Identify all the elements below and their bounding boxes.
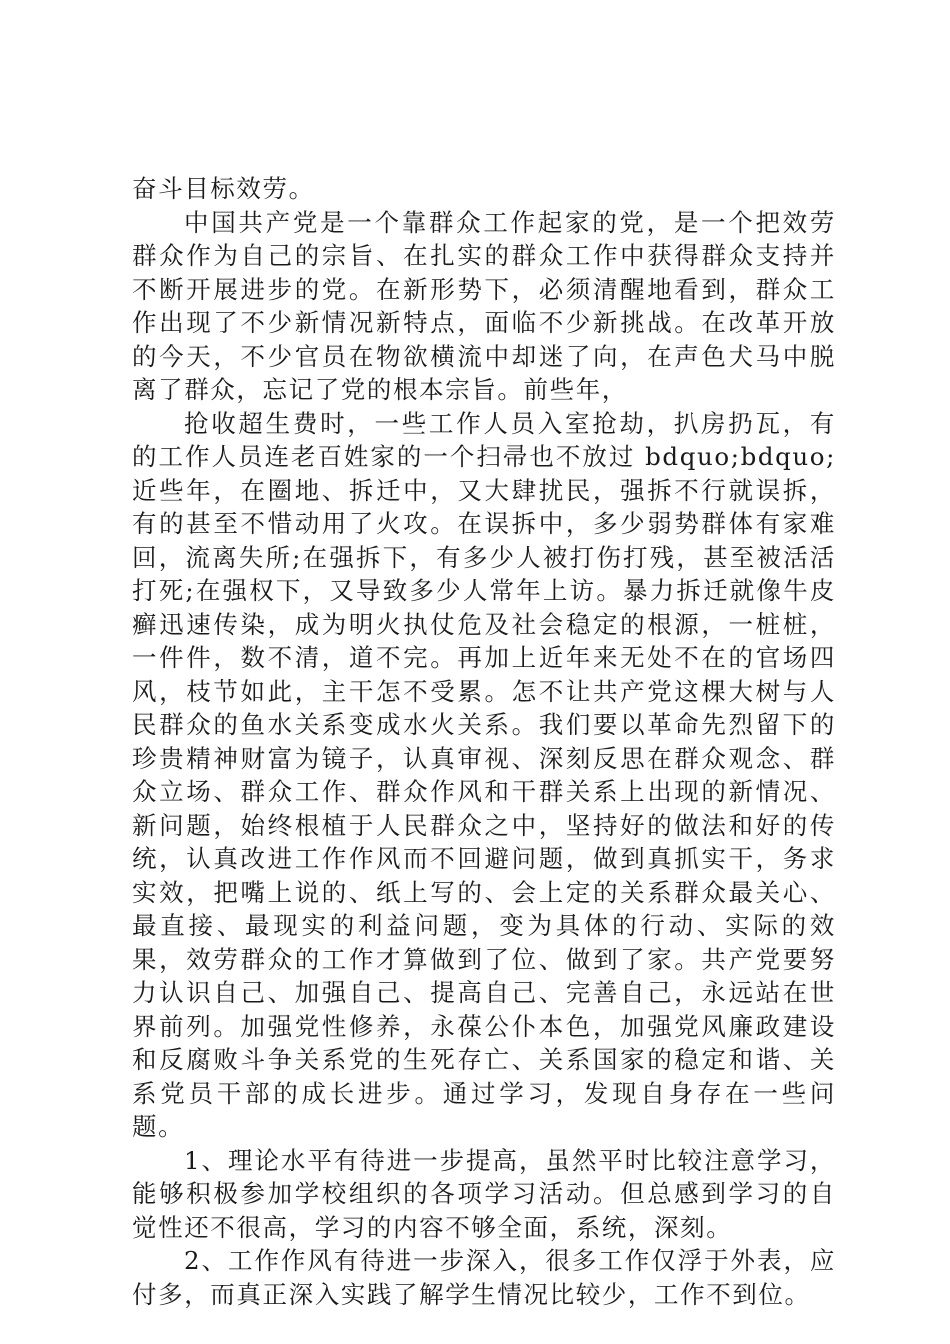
paragraph-4: 1、理论水平有待进一步提高，虽然平时比较注意学习，能够积极参加学校组织的各项学习活动。但总感到学习的自觉性还不很高，学习的内容不够全面，系统，深刻。 (132, 1145, 836, 1242)
paragraph-5: 2、工作作风有待进一步深入，很多工作仅浮于外表，应付多，而真正深入实践了解学生情况比较少，工作不到位。 (132, 1246, 836, 1309)
document-body (132, 172, 836, 1311)
paragraph-1: 奋斗目标效劳。 (132, 174, 315, 203)
paragraph-2: 中国共产党是一个靠群众工作起家的党，是一个把效劳群众作为自己的宗旨、在扎实的群众工作中获得群众支持并不断开展进步的党。在新形势下，必须清醒地看到，群众工作出现了不少新情况新特点，面临不少新挑战。在改革开放的今天，不少官员在物欲横流中却迷了向，在声色犬马中脱离了群众，忘记了党的根本宗旨。前些年， (132, 207, 836, 404)
paragraph-3: 抢收超生费时，一些工作人员入室抢劫，扒房扔瓦，有的工作人员连老百姓家的一个扫帚也不放过 bdquo;bdquo;近些年，在圈地、拆迁中，又大肆扰民，强拆不行就误拆，有的甚至不惜动用了火攻。在误拆中，多少弱势群体有家难回，流离失所;在强拆下，有多少人被打伤打残，甚至被活活打死;在强权下，又导致多少人常年上访。暴力拆迁就像牛皮癣迅速传染，成为明火执仗危及社会稳定的根源，一桩桩，一件件，数不清，道不完。再加上近年来无处不在的官场四风，枝节如此，主干怎不受累。怎不让共产党这棵大树与人民群众的鱼水关系变成水火关系。我们要以革命先烈留下的珍贵精神财富为镜子，认真审视、深刻反思在群众观念、群众立场、群众工作、群众作风和干群关系上出现的新情况、新问题，始终根植于人民群众之中，坚持好的做法和好的传统，认真改进工作作风而不回避问题，做到真抓实干，务求实效，把嘴上说的、纸上写的、会上定的关系群众最关心、最直接、最现实的利益问题，变为具体的行动、实际的效果，效劳群众的工作才算做到了位、做到了家。共产党要努力认识自己、加强自己、提高自己、完善自己，永远站在世界前列。加强党性修养，永葆公仆本色，加强党风廉政建设和反腐败斗争关系党的生死存亡、关系国家的稳定和谐、关系党员干部的成长进步。通过学习，发现自身存在一些问题。 (132, 408, 836, 1141)
